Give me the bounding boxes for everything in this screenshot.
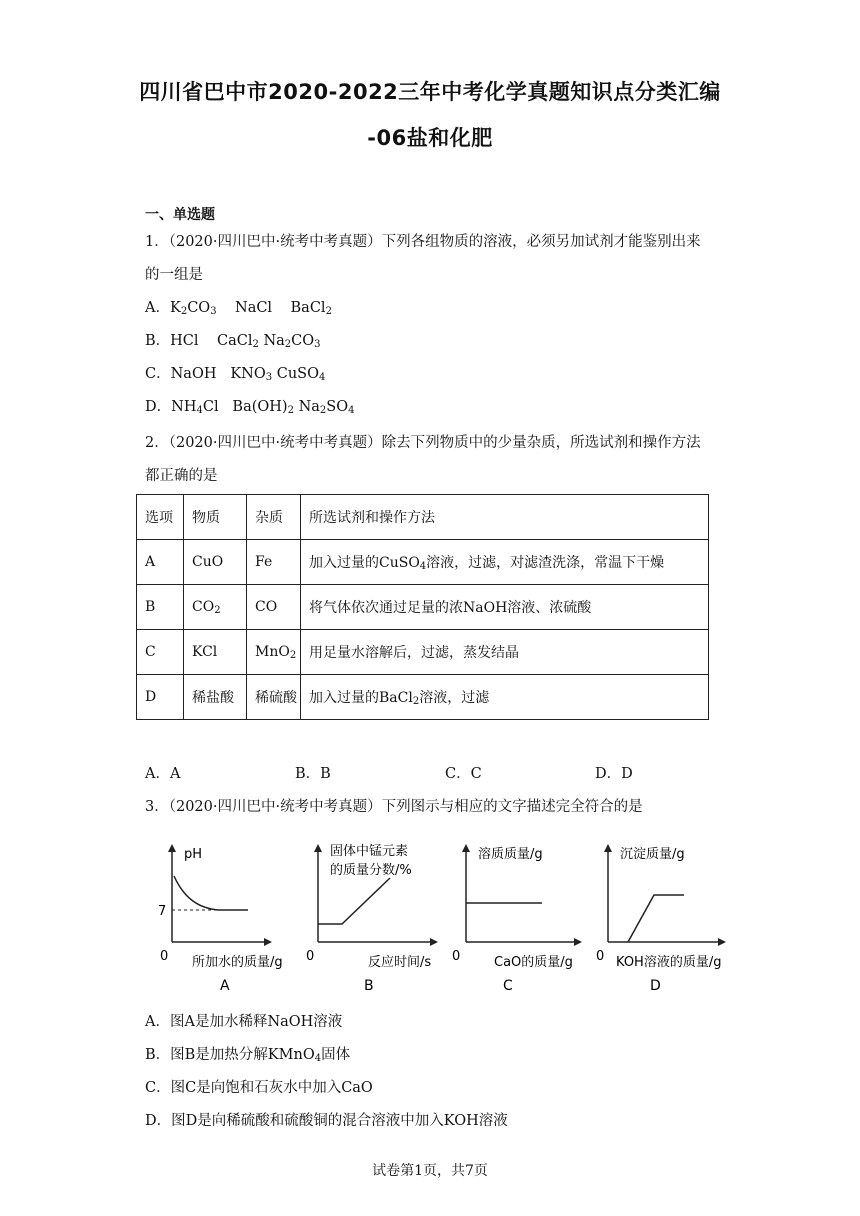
table-header-cell: 杂质 [247,495,301,540]
figure-b-xlabel: 反应时间/s [368,955,432,970]
table-cell: B [137,585,184,630]
table-cell: $CO_2$ [184,585,247,630]
figure-b-ylabel-line1: 固体中锰元素 [330,844,409,859]
table-cell: C [137,630,184,675]
figure-c-caption: C [503,978,513,994]
table-cell: MnO$_2$ [247,630,301,675]
figure-d-caption: D [650,978,661,994]
q2-option-d: D．D [595,766,633,782]
table-row [137,540,709,585]
q1-option-b: B．HCl CaCl$_2$ $Na_2CO_3$ [145,333,321,350]
q1-option-a: A．$K_2CO_3$ NaCl BaCl$_2$ [145,300,332,317]
table-cell: Fe [247,540,301,585]
q3-figures [150,838,750,998]
figure-c [452,846,580,994]
q1-option-d: D．$NH_4Cl$ $Ba(OH)_2$ $Na_2SO_4$ [145,399,355,416]
figure-a [158,846,283,994]
figure-d-line [628,895,684,942]
q1-option-c: C．NaOH $KNO_3$ CuSO$_4$ [145,366,326,383]
q3-option-b: B．图B是加热分解KMnO$_4$固体 [145,1047,351,1064]
figure-d-ylabel: 沉淀质量/g [620,847,685,862]
q3-option-d: D．图D是向稀硫酸和硫酸铜的混合溶液中加入KOH溶液 [145,1113,508,1129]
table-cell: 将气体依次通过足量的浓NaOH溶液、浓硫酸 [301,585,709,630]
table-cell: 稀硫酸 [247,675,301,720]
figure-d [596,846,724,994]
table-row [137,585,709,630]
q2-option-c: C．C [445,766,482,782]
document-title-line1: 四川省巴中市2020-2022三年中考化学真题知识点分类汇编 [139,80,721,104]
figure-b-origin: 0 [306,949,315,964]
figure-a-caption: A [220,978,230,994]
q1-stem-line1: 1．（2020·四川巴中·统考中考真题）下列各组物质的溶液，必须另加试剂才能鉴别出来 [145,234,701,250]
figure-b-line [318,878,390,924]
q2-option-a: A．A [145,766,181,782]
figure-c-origin: 0 [452,949,461,964]
figure-b [306,843,436,994]
table-cell: KCl [184,630,247,675]
q1-stem-line2: 的一组是 [145,267,203,283]
table-cell: A [137,540,184,585]
q2-stem-line2: 都正确的是 [145,468,218,484]
page-footer: 试卷第1页，共7页 [372,1163,488,1179]
table-header-cell: 所选试剂和操作方法 [301,495,709,540]
figure-a-xlabel: 所加水的质量/g [192,955,283,970]
figure-a-origin: 0 [160,949,169,964]
table-cell: CO [247,585,301,630]
table-header-cell: 物质 [184,495,247,540]
q2-table [136,494,709,720]
figure-b-caption: B [364,978,374,994]
section-heading: 一、单选题 [145,207,215,223]
figure-a-curve [174,876,248,910]
table-cell: 加入过量的CuSO$_4$溶液，过滤，对滤渣洗涤，常温下干燥 [301,540,709,585]
table-cell: CuO [184,540,247,585]
figure-c-xlabel: CaO的质量/g [494,955,573,970]
q2-stem-line1: 2．（2020·四川巴中·统考中考真题）除去下列物质中的少量杂质，所选试剂和操作方法 [145,435,701,451]
table-header-row [137,495,709,540]
q3-option-c: C．图C是向饱和石灰水中加入CaO [145,1080,373,1096]
figure-a-ytick: 7 [158,904,167,919]
q3-stem: 3．（2020·四川巴中·统考中考真题）下列图示与相应的文字描述完全符合的是 [145,799,643,815]
table-row [137,675,709,720]
document-title-line2: -06盐和化肥 [367,126,493,150]
table-cell: 用足量水溶解后，过滤，蒸发结晶 [301,630,709,675]
figure-c-ylabel: 溶质质量/g [478,847,543,862]
figure-b-ylabel-line2: 的质量分数/% [330,863,412,878]
table-row [137,630,709,675]
q3-option-a: A．图A是加水稀释NaOH溶液 [145,1014,343,1030]
figure-d-xlabel: KOH溶液的质量/g [616,955,722,970]
table-cell: 加入过量的BaCl$_2$溶液，过滤 [301,675,709,720]
figure-d-origin: 0 [596,949,605,964]
figure-a-ylabel: pH [184,847,203,862]
table-cell: 稀盐酸 [184,675,247,720]
table-cell: D [137,675,184,720]
q2-option-b: B．B [295,766,331,782]
table-header-cell: 选项 [137,495,184,540]
